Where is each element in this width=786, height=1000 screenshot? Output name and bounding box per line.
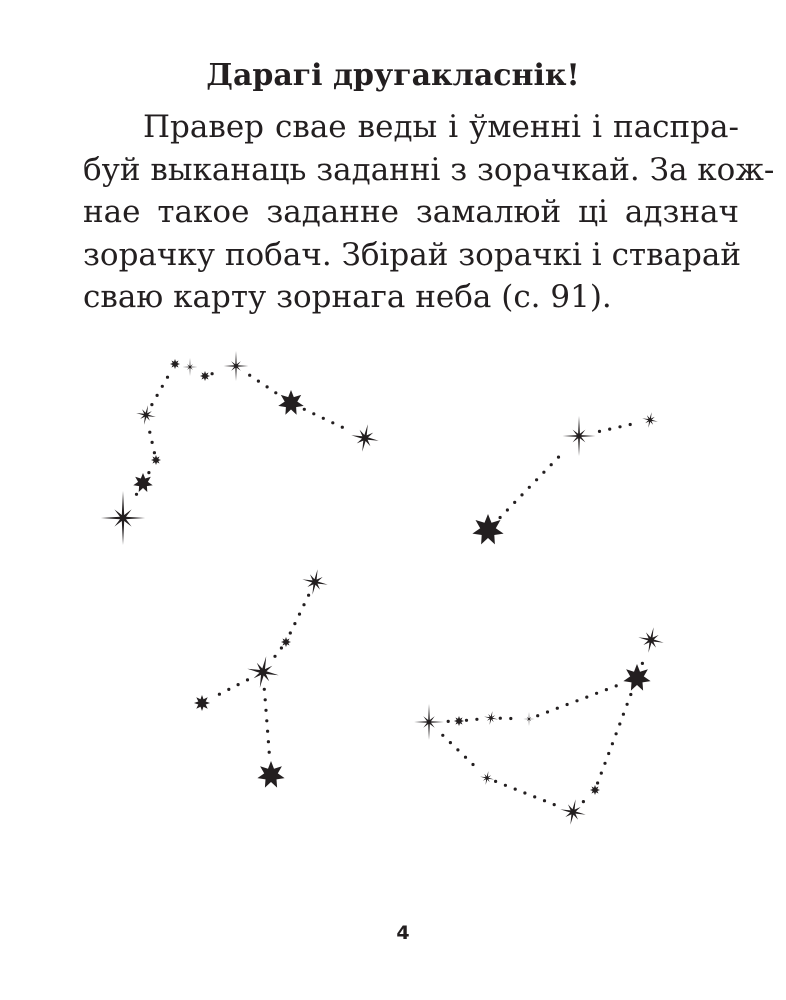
dotted-link [447, 720, 450, 723]
star-icon [200, 371, 210, 381]
paragraph-line: зорачку побач. Збірай зорачкі і стварай [83, 236, 742, 273]
dotted-link [520, 493, 523, 496]
dotted-link [595, 692, 598, 695]
dotted-link [533, 795, 536, 798]
dotted-link [566, 703, 569, 706]
dotted-link [622, 713, 625, 716]
page-number: 4 [396, 922, 410, 944]
dotted-link [504, 784, 507, 787]
dotted-link [156, 394, 159, 397]
dotted-link [293, 622, 296, 625]
dotted-link [629, 693, 632, 696]
dotted-link [266, 730, 269, 733]
dotted-link [268, 751, 271, 754]
dotted-link [475, 718, 478, 721]
dotted-link [618, 425, 621, 428]
dotted-link [267, 740, 270, 743]
dotted-link [166, 376, 169, 379]
dotted-link [509, 717, 512, 720]
dotted-link [546, 710, 549, 713]
dotted-link [600, 772, 603, 775]
dotted-link [543, 799, 546, 802]
dotted-link [603, 762, 606, 765]
star-icon [136, 405, 156, 425]
dotted-link [556, 707, 559, 710]
dotted-link [523, 791, 526, 794]
dotted-link [585, 696, 588, 699]
dotted-link [147, 471, 150, 474]
dotted-link [598, 430, 601, 433]
dotted-link [151, 441, 154, 444]
dotted-link [494, 780, 497, 783]
paragraph-line: нае такое заданне замалюй ці адзнач [83, 194, 739, 230]
star-icon [247, 656, 278, 687]
dotted-link [464, 756, 467, 759]
star-icon [480, 771, 494, 785]
dotted-link [227, 688, 230, 691]
dotted-link [615, 732, 618, 735]
dotted-link [302, 603, 305, 606]
star-icon [484, 711, 498, 725]
dotted-link [536, 714, 539, 717]
star-icon [590, 785, 600, 795]
constellation-1 [101, 351, 379, 545]
dotted-link [542, 471, 545, 474]
dotted-link [280, 646, 283, 649]
dotted-link [150, 403, 153, 406]
dotted-link [514, 788, 517, 791]
page-title: Дарагі другакласнік! [206, 58, 580, 93]
star-icon [257, 761, 284, 788]
dotted-link [153, 451, 156, 454]
dotted-link [629, 423, 632, 426]
dotted-link [266, 385, 269, 388]
star-icon [523, 712, 534, 726]
dotted-link [257, 380, 260, 383]
dotted-link [596, 781, 599, 784]
dotted-link [273, 655, 276, 658]
star-icon [183, 358, 198, 376]
dotted-link [607, 752, 610, 755]
star-icon [563, 416, 596, 456]
dotted-link [605, 688, 608, 691]
dotted-link [307, 594, 310, 597]
dotted-link [626, 703, 629, 706]
star-icon [638, 627, 663, 652]
dotted-link [303, 408, 306, 411]
dotted-link [263, 688, 266, 691]
dotted-link [441, 734, 444, 737]
dotted-link [471, 763, 474, 766]
dotted-link [135, 493, 138, 496]
dotted-link [608, 428, 611, 431]
dotted-link [322, 417, 325, 420]
dotted-link [148, 431, 151, 434]
dotted-link [312, 412, 315, 415]
dotted-link [211, 372, 214, 375]
dotted-link [611, 742, 614, 745]
star-icon [302, 569, 327, 594]
star-icon [560, 799, 585, 824]
dotted-link [506, 508, 509, 511]
dotted-link [535, 478, 538, 481]
dotted-link [456, 748, 459, 751]
dotted-link [575, 699, 578, 702]
star-icon [133, 473, 152, 492]
star-icon [281, 637, 291, 647]
paragraph-line: сваю карту зорнага неба (с. 91). [83, 279, 612, 315]
dotted-link [248, 374, 251, 377]
dotted-link [528, 486, 531, 489]
paragraph-line: буй выканаць заданні з зорачкай. За кож- [83, 151, 775, 188]
constellation-4 [414, 627, 664, 824]
dotted-link [449, 741, 452, 744]
dotted-link [264, 698, 267, 701]
dotted-link [298, 613, 301, 616]
star-icon [642, 412, 658, 428]
dotted-link [341, 426, 344, 429]
dotted-link [557, 456, 560, 459]
dotted-link [289, 631, 292, 634]
dotted-link [274, 391, 277, 394]
dotted-link [331, 421, 334, 424]
star-icon [278, 390, 303, 415]
paragraph-line: Правер свае веды і ўменні і паспра- [143, 109, 739, 145]
dotted-link [615, 684, 618, 687]
dotted-link [582, 800, 585, 803]
dotted-link [246, 678, 249, 681]
dotted-link [161, 385, 164, 388]
star-icon [351, 424, 378, 451]
star-icon [454, 716, 464, 726]
dotted-link [641, 662, 644, 665]
dotted-link [618, 722, 621, 725]
dotted-link [499, 717, 502, 720]
dotted-link [237, 683, 240, 686]
dotted-link [499, 516, 502, 519]
star-icon [151, 455, 161, 465]
dotted-link [265, 719, 268, 722]
star-icon [101, 491, 145, 545]
dotted-link [513, 501, 516, 504]
star-icon [414, 704, 444, 740]
star-icon [170, 359, 180, 369]
star-icon [224, 351, 249, 381]
dotted-link [553, 803, 556, 806]
constellation-3 [194, 569, 328, 787]
dotted-link [550, 463, 553, 466]
dotted-link [218, 693, 221, 696]
star-icon [623, 664, 650, 691]
dotted-link [465, 719, 468, 722]
dotted-link [264, 709, 267, 712]
star-icon [194, 695, 210, 711]
constellation-2 [472, 412, 657, 544]
